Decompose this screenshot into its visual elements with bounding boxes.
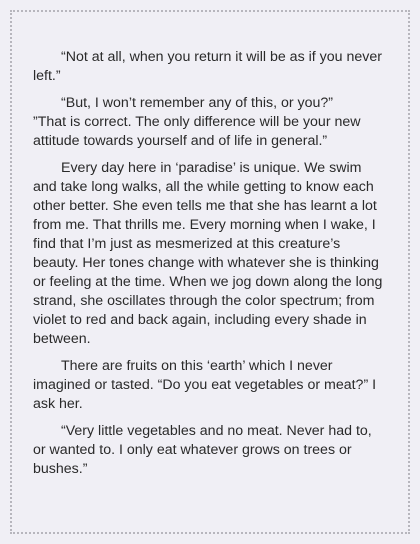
paragraph-6: “Very little vegetables and no meat. Never had to, or wanted to. I only eat whatever grows on trees or bushes.” (33, 423, 372, 477)
paragraph-5: There are fruits on this ‘earth’ which I never imagined or tasted. “Do you eat vegetables or meat?” I ask her. (33, 358, 377, 412)
paragraph-3: ”That is correct. The only difference will be your new attitude towards yourself and of life in general.” (33, 114, 361, 149)
paragraph-1: “Not at all, when you return it will be as if you never left.” (33, 49, 382, 84)
paragraph-4: Every day here in ‘paradise’ is unique. We swim and take long walks, all the while getting to know each other better. She even tells me that she has learnt a lot from me. That thrills me. Every morning when I wake, I find that I’m just as mesmerized at this creature’s beauty. Her tones change with whatever she is thinking or feeling at the time. When we jog down along the long strand, she oscillates through the color spectrum; from violet to red and back again, including every shade in between. (33, 160, 383, 347)
document-page (33, 48, 385, 487)
paragraph-2: “But, I won’t remember any of this, or you?” (61, 95, 334, 111)
